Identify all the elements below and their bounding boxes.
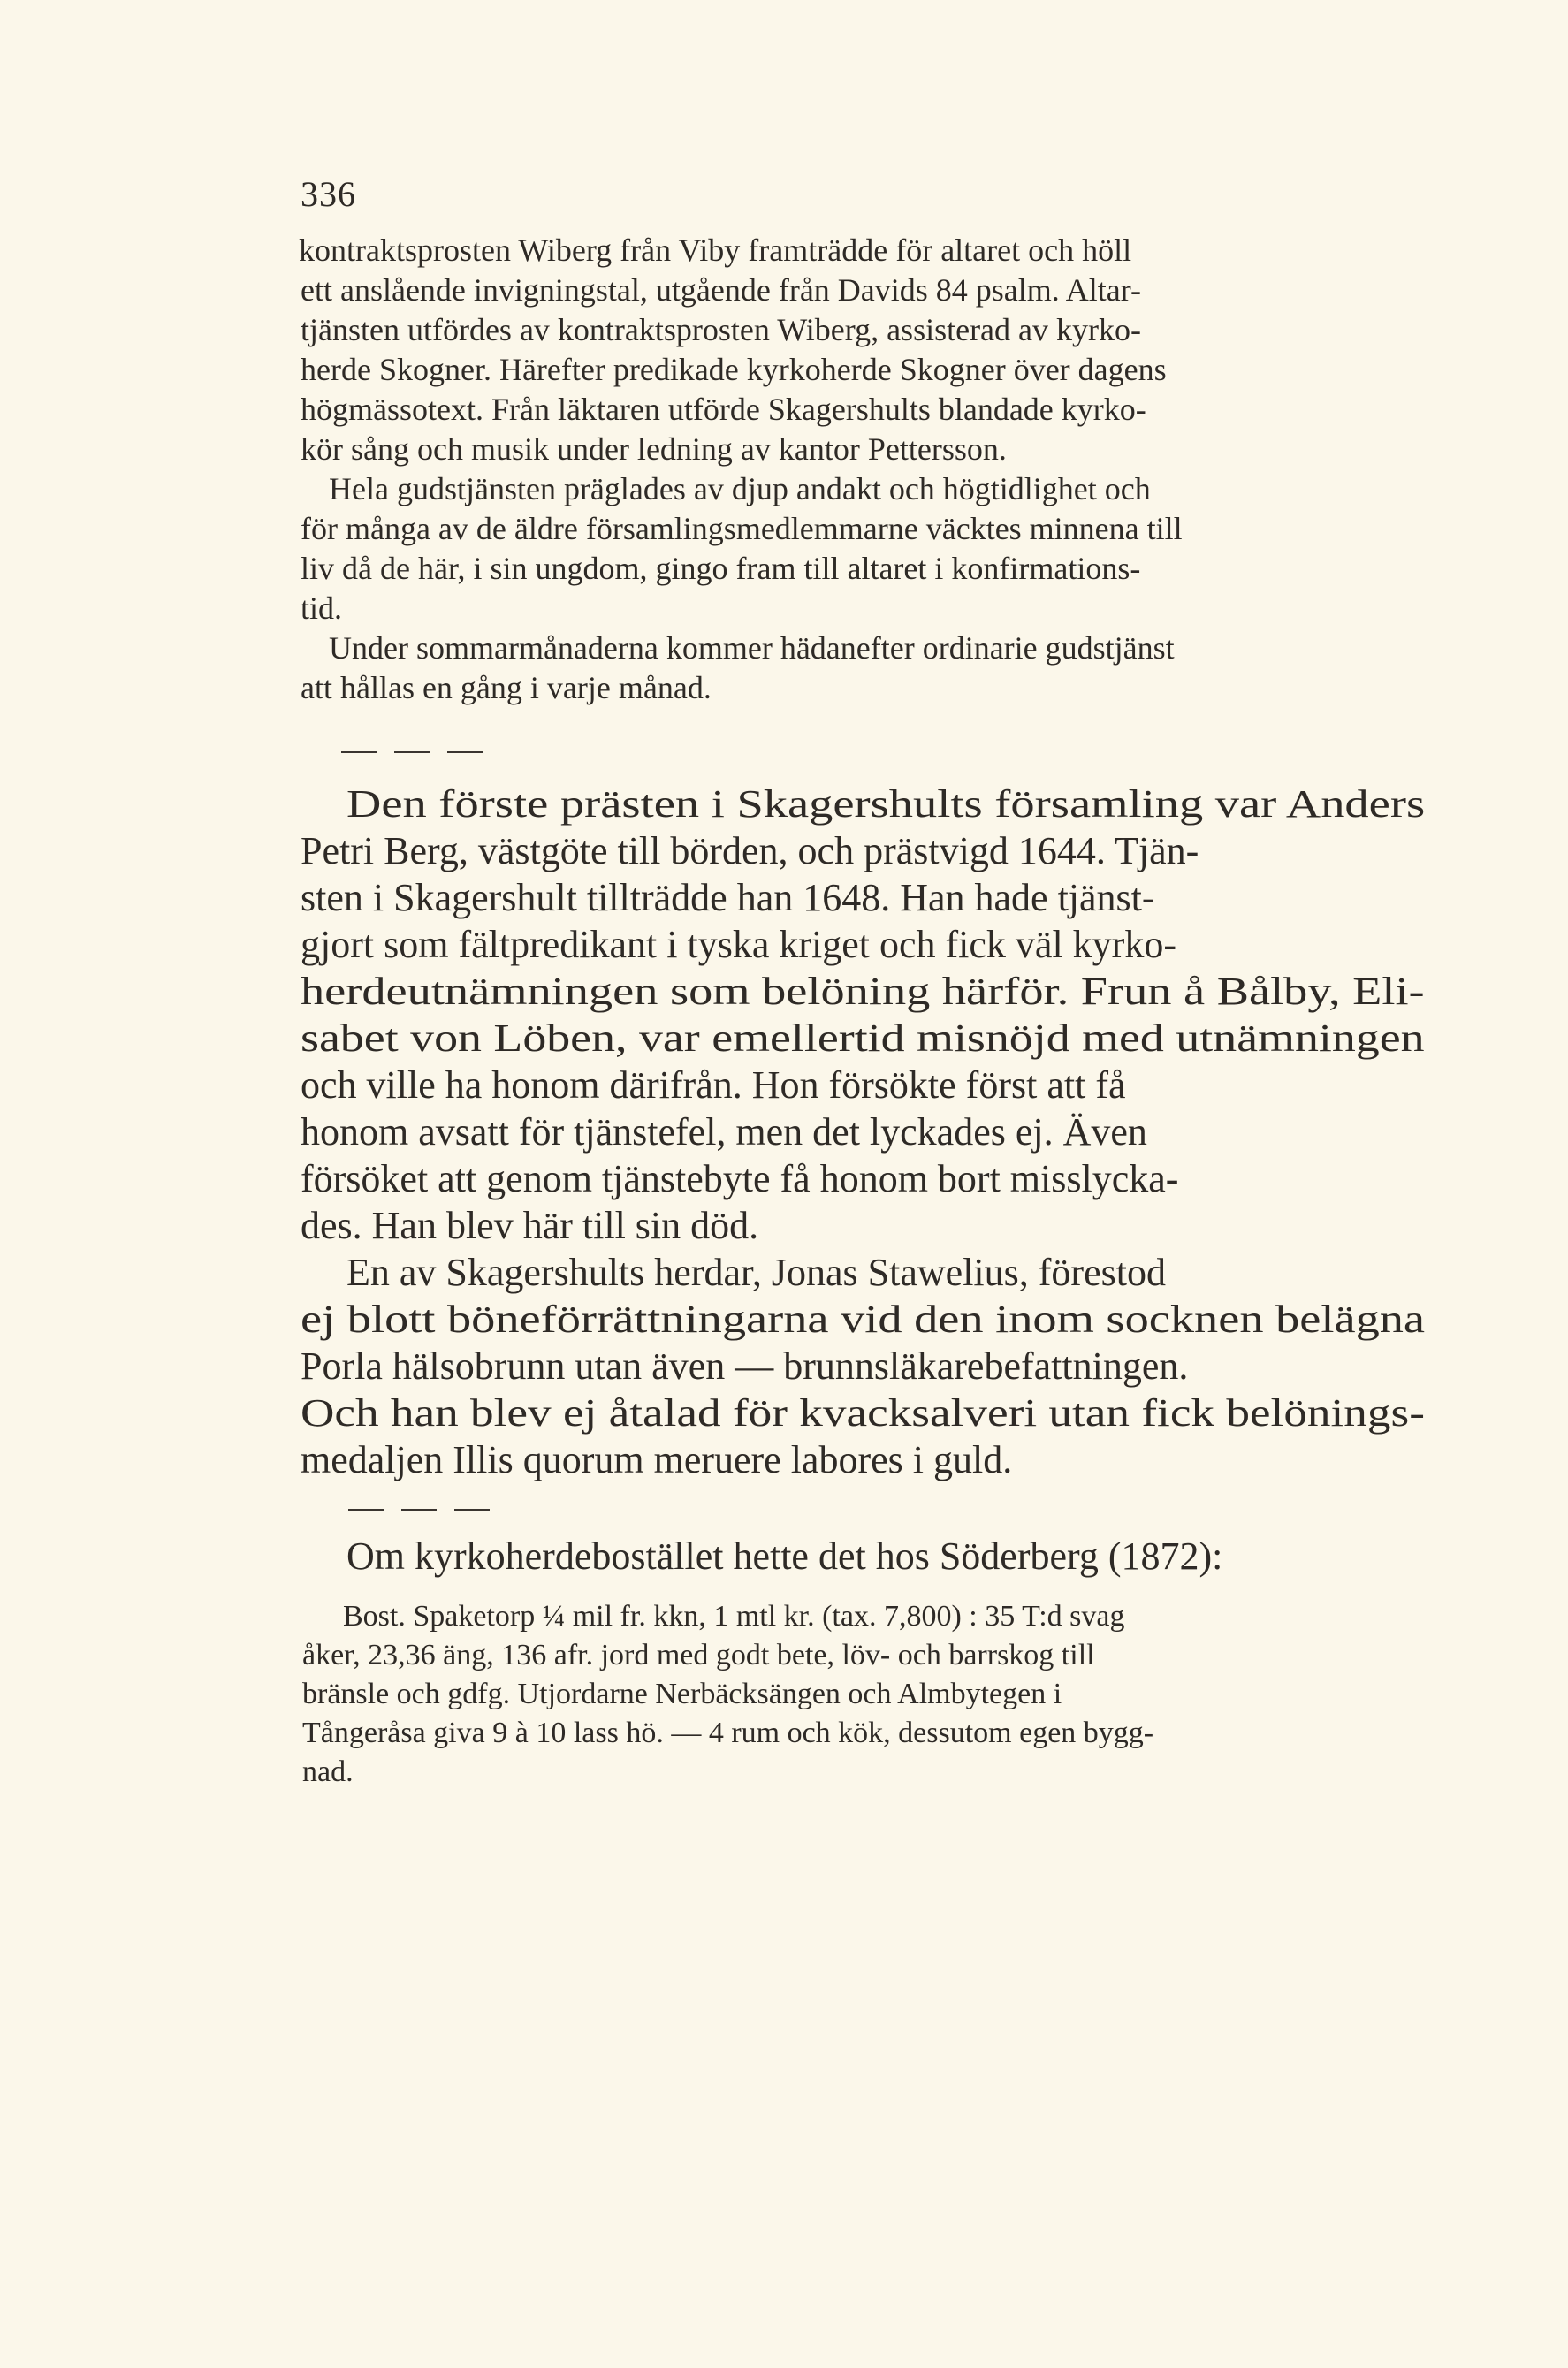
history-line-3: sten i Skagershult tillträdde han 1648. Han hade tjänst- bbox=[301, 876, 1155, 919]
history-line-4: gjort som fältpredikant i tyska kriget och fick väl kyrko- bbox=[301, 923, 1176, 966]
section-divider-2c bbox=[454, 1509, 490, 1511]
body-line-6: kör sång och musik under ledning av kantor Pettersson. bbox=[301, 431, 1007, 467]
body-line-9: liv då de här, i sin ungdom, gingo fram till altaret i konfirmations- bbox=[301, 551, 1141, 586]
parsonage-line-5: nad. bbox=[302, 1755, 354, 1788]
parsonage-line-1: Bost. Spaketorp ¼ mil fr. kkn, 1 mtl kr. (tax. 7,800) : 35 T:d svag bbox=[343, 1600, 1125, 1633]
parsonage-line-3: bränsle och gdfg. Utjordarne Nerbäcksängen och Almbytegen i bbox=[302, 1678, 1062, 1710]
page-number: 336 bbox=[301, 174, 356, 214]
history-line-13: Porla hälsobrunn utan även — brunnsläkarebefattningen. bbox=[301, 1344, 1189, 1388]
section-divider-2a bbox=[348, 1509, 384, 1511]
body-line-4: herde Skogner. Härefter predikade kyrkoherde Skogner över dagens bbox=[301, 352, 1167, 387]
body-line-1: kontraktsprosten Wiberg från Viby framträdde för altaret och höll bbox=[299, 232, 1132, 268]
history-line-1: Den förste prästen i Skagershults församling var Anders bbox=[346, 782, 1426, 826]
history-line-12: ej blott böneförrättningarna vid den inom socknen belägna bbox=[301, 1298, 1426, 1341]
history-line-9: försöket att genom tjänstebyte få honom bort misslycka- bbox=[301, 1157, 1179, 1200]
body-line-12: att hållas en gång i varje månad. bbox=[301, 670, 712, 705]
history-line-2: Petri Berg, västgöte till börden, och prästvigd 1644. Tjän- bbox=[301, 829, 1199, 872]
history-line-5: herdeutnämningen som belöning härför. Frun å Bålby, Eli- bbox=[301, 970, 1425, 1013]
history-line-14: Och han blev ej åtalad för kvacksalveri utan fick belönings- bbox=[301, 1391, 1425, 1435]
body-line-7: Hela gudstjänsten präglades av djup andakt och högtidlighet och bbox=[329, 471, 1151, 506]
section-divider-1b bbox=[394, 751, 430, 753]
history-line-6: sabet von Löben, var emellertid misnöjd med utnämningen bbox=[301, 1016, 1425, 1060]
section-divider-2b bbox=[401, 1509, 437, 1511]
history-line-11: En av Skagershults herdar, Jonas Stawelius, förestod bbox=[346, 1251, 1166, 1294]
body-line-2: ett anslående invigningstal, utgående från Davids 84 psalm. Altar- bbox=[301, 272, 1142, 308]
body-line-8: för många av de äldre församlingsmedlemmarne väcktes minnena till bbox=[301, 511, 1183, 546]
body-line-3: tjänsten utfördes av kontraktsprosten Wiberg, assisterad av kyrko- bbox=[301, 312, 1141, 347]
body-line-10: tid. bbox=[301, 590, 343, 626]
parsonage-line-2: åker, 23,36 äng, 136 afr. jord med godt bete, löv- och barrskog till bbox=[302, 1639, 1095, 1671]
history-line-7: och ville ha honom därifrån. Hon försökte först att få bbox=[301, 1063, 1126, 1107]
section-divider-1c bbox=[447, 751, 483, 753]
section-divider-1a bbox=[341, 751, 377, 753]
parsonage-line-4: Tångeråsa giva 9 à 10 lass hö. — 4 rum och kök, dessutom egen bygg- bbox=[302, 1717, 1154, 1749]
body-line-11: Under sommarmånaderna kommer hädanefter ordinarie gudstjänst bbox=[329, 630, 1175, 666]
history-line-15: medaljen Illis quorum meruere labores i guld. bbox=[301, 1438, 1013, 1481]
parsonage-heading: Om kyrkoherdebostället hette det hos Söderberg (1872): bbox=[346, 1534, 1223, 1578]
history-line-10: des. Han blev här till sin död. bbox=[301, 1204, 759, 1247]
body-line-5: högmässotext. Från läktaren utförde Skagershults blandade kyrko- bbox=[301, 392, 1146, 427]
history-line-8: honom avsatt för tjänstefel, men det lyckades ej. Även bbox=[301, 1110, 1147, 1154]
